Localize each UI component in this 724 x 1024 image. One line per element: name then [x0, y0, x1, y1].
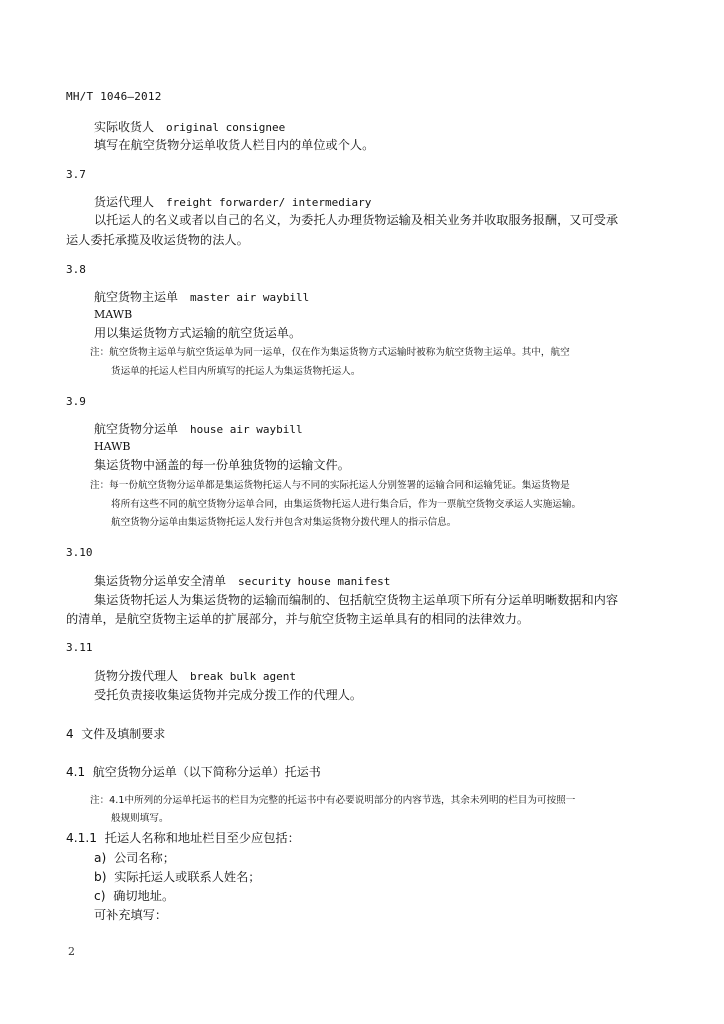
term-zh: 实际收货人: [94, 120, 155, 134]
definition: 用以集运货物方式运输的航空货运单。: [94, 326, 302, 340]
definition: 集运货物托运人为集运货物的运输而编制的、包括航空货物主运单项下所有分运单明晰数据和内容: [94, 593, 619, 607]
definition: 受托负责接收集运货物并完成分拨工作的代理人。: [94, 688, 363, 702]
definition: 填写在航空货物分运单收货人栏目内的单位或个人。: [94, 138, 375, 152]
definition: 集运货物中涵盖的每一份单独货物的运输文件。: [94, 458, 350, 472]
definition: 以托运人的名义或者以自己的名义，为委托人办理货物运输及相关业务并收取服务报酬，又可受承: [94, 213, 619, 227]
note-continued: 将所有这些不同的航空货物分运单合同，由集运货物托运人进行集合后，作为一票航空货物交承运人实施运输。: [111, 499, 582, 510]
note: 注：4.1中所列的分运单托运书的栏目为完整的托运书中有必要说明部分的内容节选，其余未列明的栏目为可按照一: [90, 795, 576, 806]
note-continued: 般规则填写。: [111, 813, 169, 824]
list-item: c) 确切地址。: [94, 889, 175, 903]
term-break-bulk-agent: [94, 668, 296, 685]
term-original-consignee: [94, 119, 285, 136]
note-continued: 货运单的托运人栏目内所填写的托运人为集运货物托运人。: [111, 366, 361, 377]
note-continued: 航空货物分运单由集运货物托运人发行并包含对集运货物分拨代理人的指示信息。: [111, 517, 457, 528]
clause-number: 3.8: [66, 263, 86, 276]
page-number: 2: [68, 945, 75, 958]
abbreviation: MAWB: [94, 308, 133, 321]
clause-4-1-1: 4.1.1 托运人名称和地址栏目至少应包括：: [66, 831, 300, 845]
abbreviation: HAWB: [94, 440, 131, 453]
list-item: a) 公司名称；: [94, 851, 175, 865]
term-en: master air waybill: [190, 291, 310, 304]
term-security-house-manifest: [94, 573, 390, 590]
standard-code-header: MH/T 1046—2012: [66, 90, 162, 103]
clause-number: 3.7: [66, 168, 86, 181]
definition-continued: 运人委托承揽及收运货物的法人。: [66, 233, 249, 247]
term-freight-forwarder: [94, 194, 371, 211]
clause-number: 3.11: [66, 641, 93, 654]
note: 注：航空货物主运单与航空货运单为同一运单，仅在作为集运货物方式运输时被称为航空货物主运单。其中，航空: [90, 347, 570, 358]
subsection-heading: 4.1 航空货物分运单（以下简称分运单）托运书: [66, 765, 321, 779]
term-en: original consignee: [166, 121, 286, 134]
definition-continued: 的清单，是航空货物主运单的扩展部分，并与航空货物主运单具有的相同的法律效力。: [66, 612, 530, 626]
term-en: freight forwarder/ intermediary: [166, 196, 372, 209]
term-en: break bulk agent: [190, 670, 296, 683]
term-house-air-waybill: [94, 421, 303, 438]
term-zh: 航空货物主运单: [94, 290, 179, 304]
term-zh: 货物分拨代理人: [94, 669, 179, 683]
term-zh: 货运代理人: [94, 195, 155, 209]
list-item: b) 实际托运人或联系人姓名；: [94, 870, 261, 884]
term-zh: 集运货物分运单安全清单: [94, 574, 227, 588]
paragraph: 可补充填写：: [94, 908, 168, 922]
term-en: security house manifest: [238, 575, 391, 588]
term-zh: 航空货物分运单: [94, 422, 179, 436]
clause-number: 3.10: [66, 546, 93, 559]
section-heading: 4 文件及填制要求: [66, 727, 166, 741]
clause-number: 3.9: [66, 395, 86, 408]
note: 注：每一份航空货物分运单都是集运货物托运人与不同的实际托运人分别签署的运输合同和运输凭证。集运货物是: [90, 480, 570, 491]
term-master-air-waybill: [94, 289, 309, 306]
term-en: house air waybill: [190, 423, 303, 436]
